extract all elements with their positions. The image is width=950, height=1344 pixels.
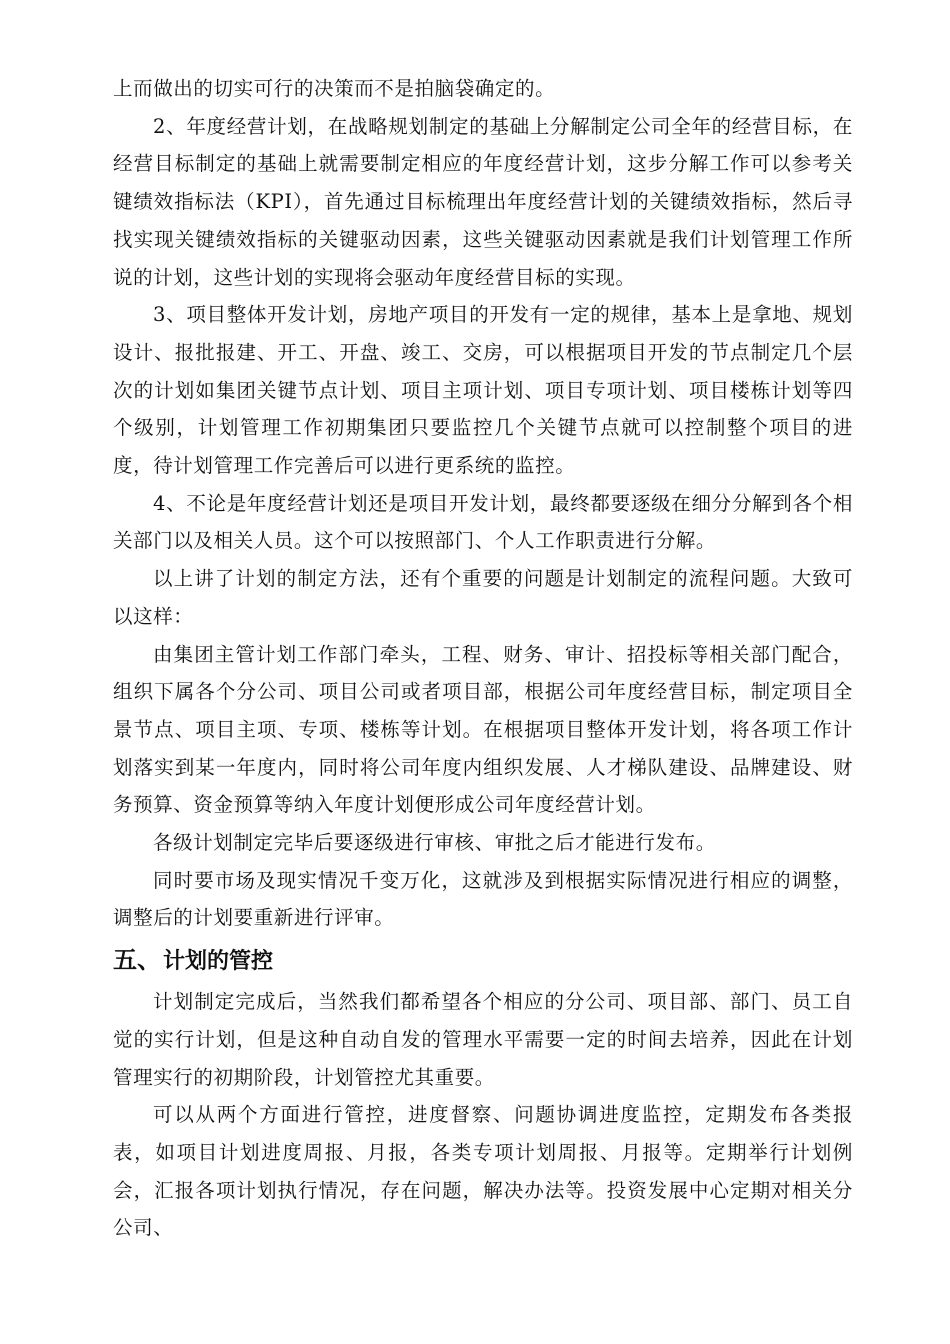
- section-title: 计划的管控: [163, 949, 274, 975]
- paragraph: 可以从两个方面进行管控，进度督察、问题协调进度监控，定期发布各类报表，如项目计划进度周报、月报，各类专项计划周报、月报等。定期举行计划例会，汇报各项计划执行情况，存在问题，解决办法等。投资发展中心定期对相关分公司、: [113, 1103, 853, 1240]
- section-heading: [113, 937, 853, 983]
- paragraph: 同时要市场及现实情况千变万化，这就涉及到根据实际情况进行相应的调整，调整后的计划要重新进行评审。: [113, 868, 853, 930]
- paragraph: 上而做出的切实可行的决策而不是拍脑袋确定的。: [113, 77, 556, 100]
- document-body: [113, 70, 853, 1247]
- paragraph: 4、不论是年度经营计划还是项目开发计划，最终都要逐级在细分分解到各个相关部门以及相关人员。这个可以按照部门、个人工作职责进行分解。: [113, 491, 853, 553]
- paragraph: 3、项目整体开发计划，房地产项目的开发有一定的规律，基本上是拿地、规划设计、报批报建、开工、开盘、竣工、交房，可以根据项目开发的节点制定几个层次的计划如集团关键节点计划、项目主项计划、项目专项计划、项目楼栋计划等四个级别，计划管理工作初期集团只要监控几个关键节点就可以控制整个项目的进度，待计划管理工作完善后可以进行更系统的监控。: [113, 303, 853, 478]
- paragraph: 由集团主管计划工作部门牵头，工程、财务、审计、招投标等相关部门配合，组织下属各个分公司、项目公司或者项目部，根据公司年度经营目标，制定项目全景节点、项目主项、专项、楼栋等计划。在根据项目整体开发计划，将各项工作计划落实到某一年度内，同时将公司年度内组织发展、人才梯队建设、品牌建设、财务预算、资金预算等纳入年度计划便形成公司年度经营计划。: [113, 642, 853, 817]
- paragraph: 计划制定完成后，当然我们都希望各个相应的分公司、项目部、部门、员工自觉的实行计划，但是这种自动自发的管理水平需要一定的时间去培养，因此在计划管理实行的初期阶段，计划管控尤其重要。: [113, 990, 853, 1089]
- paragraph: 以上讲了计划的制定方法，还有个重要的问题是计划制定的流程问题。大致可以这样：: [113, 567, 853, 628]
- section-number: 五、: [113, 945, 161, 975]
- paragraph: 2、年度经营计划，在战略规划制定的基础上分解制定公司全年的经营目标，在经营目标制定的基础上就需要制定相应的年度经营计划，这步分解工作可以参考关键绩效指标法（KPI），首先通过目标梳理出年度经营计划的关键绩效指标，然后寻找实现关键绩效指标的关键驱动因素，这些关键驱动因素就是我们计划管理工作所说的计划，这些计划的实现将会驱动年度经营目标的实现。: [113, 114, 853, 289]
- paragraph: 各级计划制定完毕后要逐级进行审核、审批之后才能进行发布。: [153, 831, 716, 855]
